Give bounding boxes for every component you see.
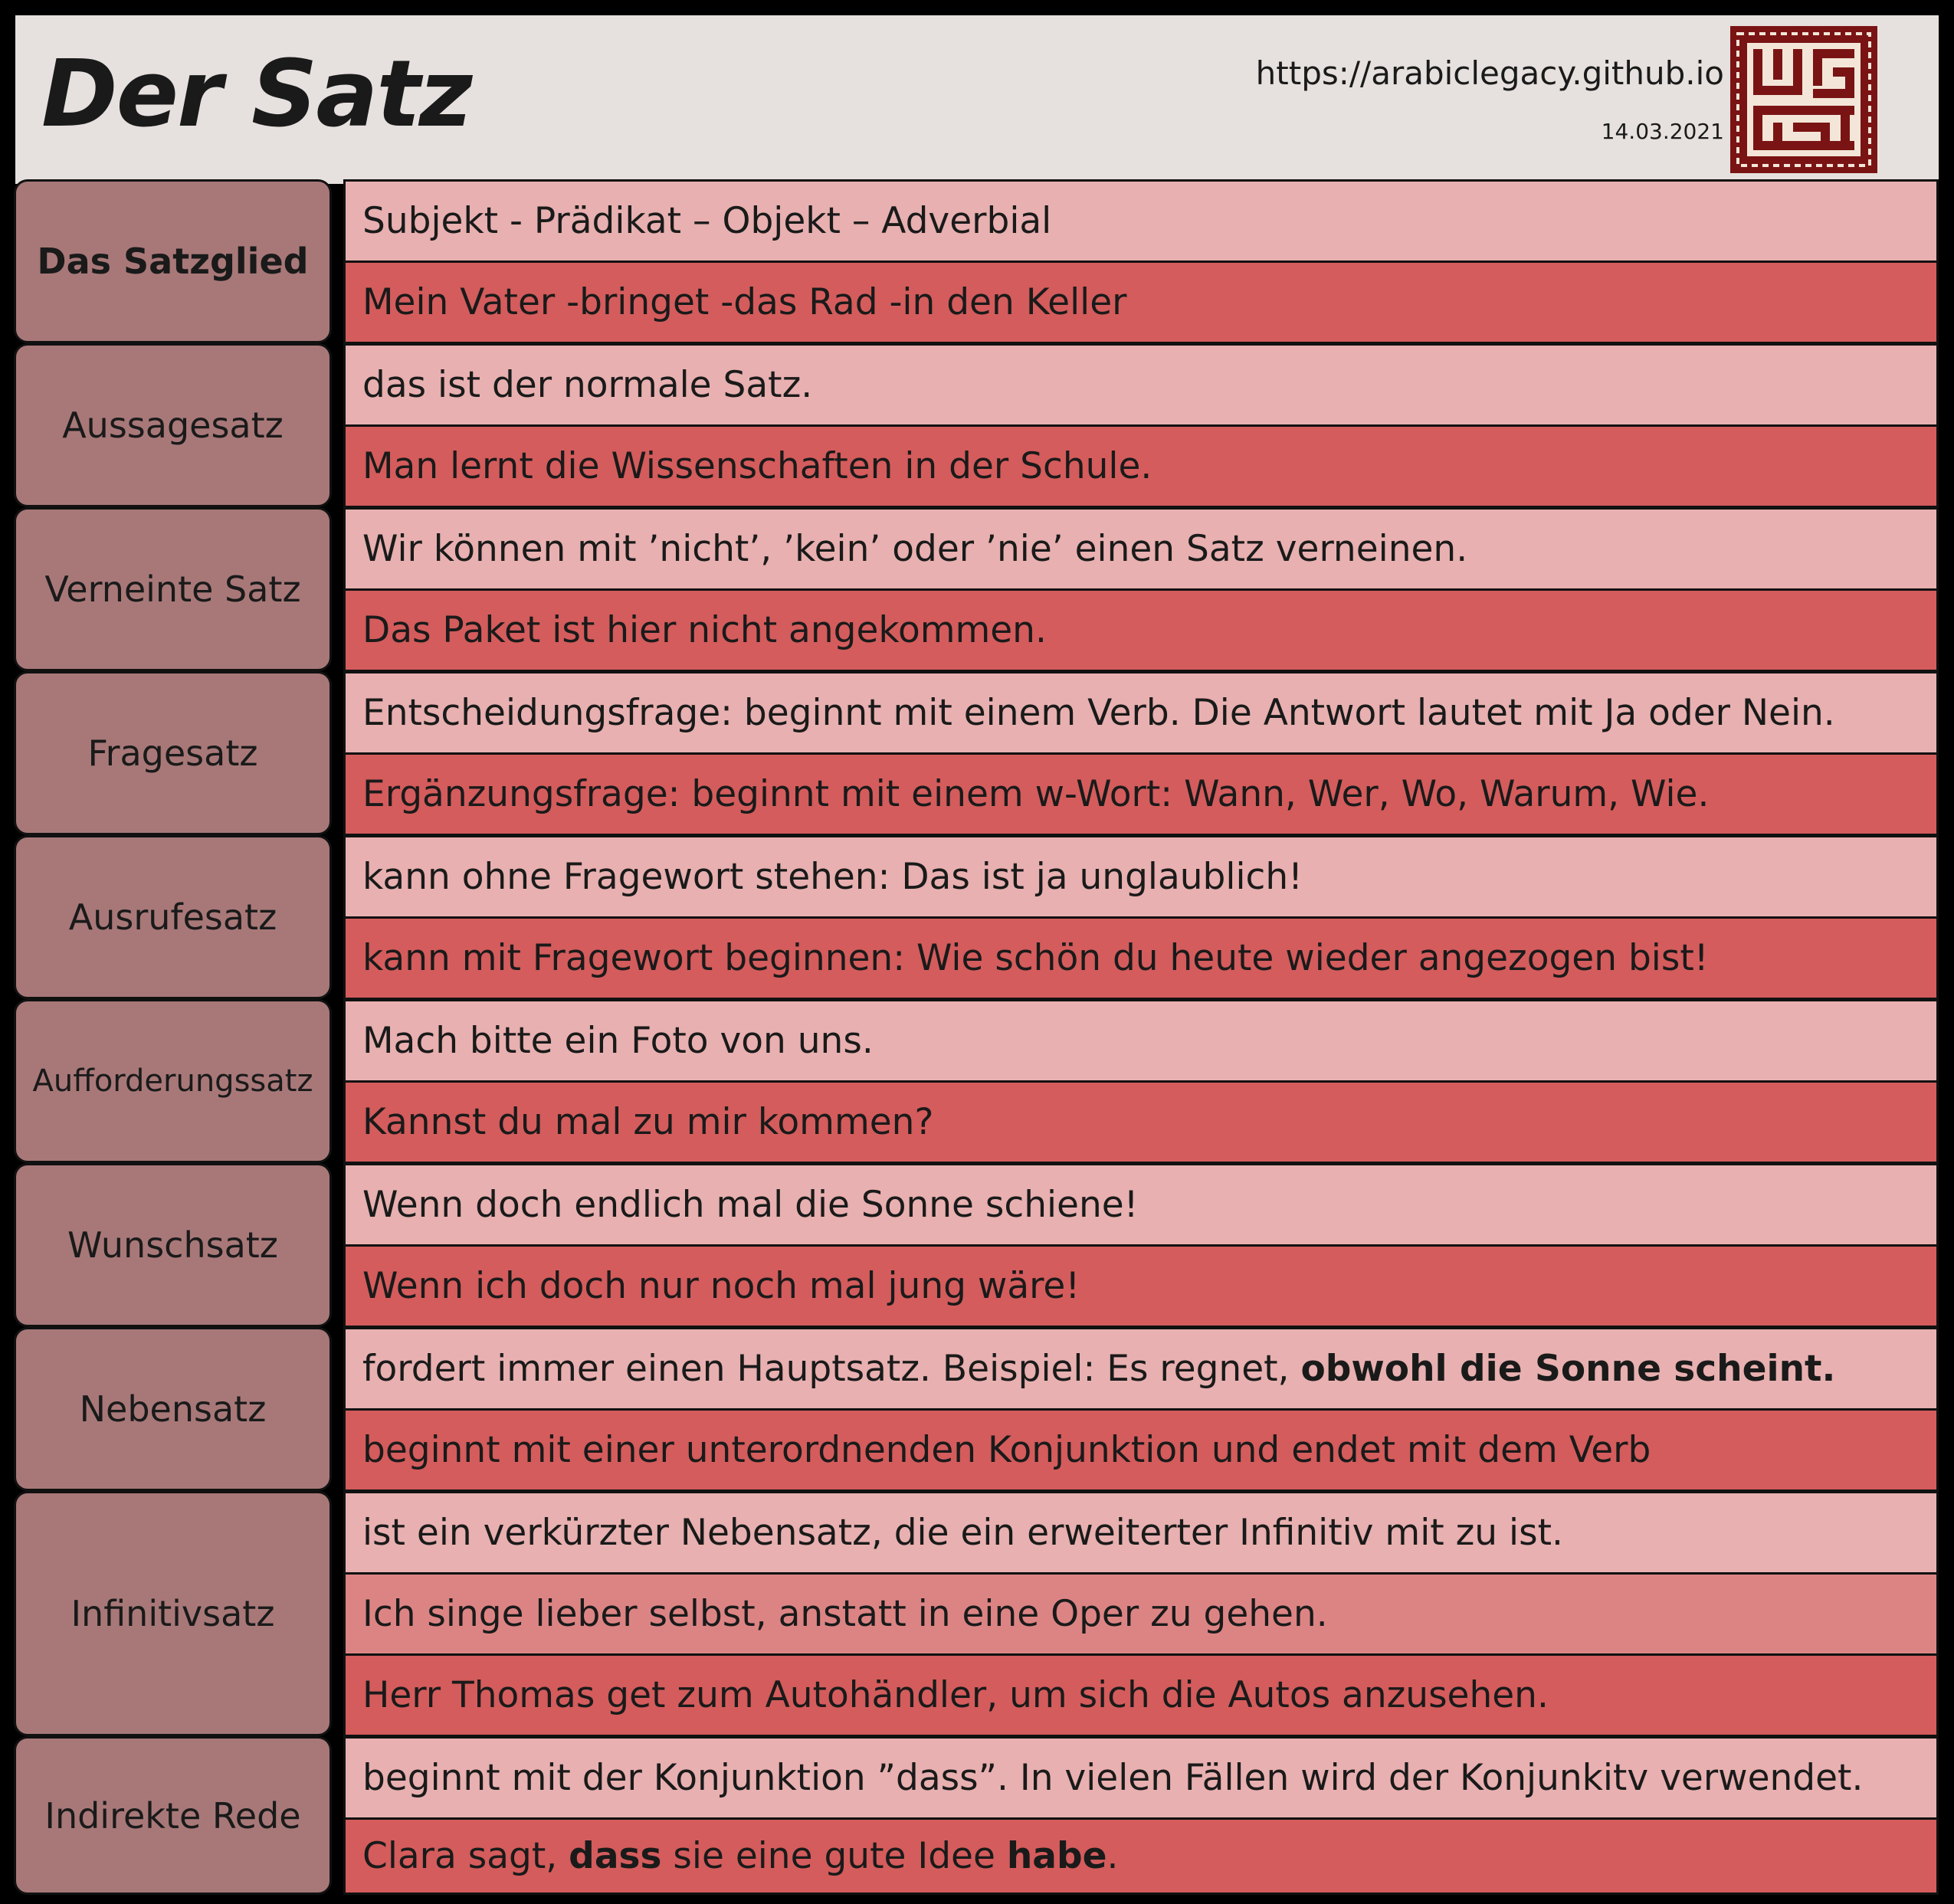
row-cell: beginnt mit der Konjunktion ”dass”. In vielen Fällen wird der Konjunkitv verwendet. (343, 1736, 1939, 1820)
row-cell: kann ohne Fragewort stehen: Das ist ja unglaublich! (343, 835, 1939, 919)
row-label-aussagesatz: Aussagesatz (14, 343, 332, 507)
row-label-fragesatz: Fragesatz (14, 671, 332, 835)
row-label-indirekte-rede: Indirekte Rede (14, 1736, 332, 1895)
source-url[interactable]: https://arabiclegacy.github.io (1255, 54, 1724, 92)
header (15, 15, 1939, 184)
cell-text: Clara sagt, (362, 1835, 569, 1877)
row-cell: ist ein verkürzter Nebensatz, die ein erweiterter Infinitiv mit zu ist. (343, 1491, 1939, 1575)
logo-icon (1730, 26, 1877, 173)
row-cell: Wenn doch endlich mal die Sonne schiene! (343, 1163, 1939, 1247)
row-cell: Mein Vater -bringet -das Rad -in den Keller (343, 261, 1939, 344)
row-label-wunschsatz: Wunschsatz (14, 1163, 332, 1327)
cell-text: . (1107, 1835, 1119, 1877)
row-label-nebensatz: Nebensatz (14, 1327, 332, 1491)
row-cell: beginnt mit einer unterordnenden Konjunktion und endet mit dem Verb (343, 1408, 1939, 1492)
row-label-verneinte-satz: Verneinte Satz (14, 507, 332, 671)
row-cell: Wenn ich doch nur noch mal jung wäre! (343, 1244, 1939, 1328)
row-cell: kann mit Fragewort beginnen: Wie schön du heute wieder angezogen bist! (343, 916, 1939, 1000)
row-cell: Kannst du mal zu mir kommen? (343, 1080, 1939, 1164)
cell-text-bold: dass (569, 1835, 662, 1877)
row-cell: Das Paket ist hier nicht angekommen. (343, 588, 1939, 672)
page (9, 9, 1945, 1895)
date-label: 14.03.2021 (1601, 119, 1724, 144)
row-label-ausrufesatz: Ausrufesatz (14, 835, 332, 999)
row-cell: Mach bitte ein Foto von uns. (343, 999, 1939, 1083)
row-label-infinitivsatz: Infinitivsatz (14, 1491, 332, 1736)
row-label-satzglied: Das Satzglied (14, 179, 332, 343)
row-cell: Ich singe lieber selbst, anstatt in eine Oper zu gehen. (343, 1572, 1939, 1656)
row-cell: Herr Thomas get zum Autohändler, um sich die Autos anzusehen. (343, 1653, 1939, 1737)
row-cell: Subjekt - Prädikat – Objekt – Adverbial (343, 179, 1939, 263)
cell-text-bold: obwohl die Sonne scheint. (1300, 1348, 1836, 1390)
row-cell: Ergänzungsfrage: beginnt mit einem w-Wort: Wann, Wer, Wo, Warum, Wie. (343, 752, 1939, 836)
row-cell (343, 1327, 1939, 1411)
row-cell: Wir können mit ’nicht’, ’kein’ oder ’nie’ einen Satz verneinen. (343, 507, 1939, 591)
row-cell (343, 1817, 1939, 1895)
row-cell: Man lernt die Wissenschaften in der Schule. (343, 424, 1939, 508)
cell-text: sie eine gute Idee (661, 1835, 1007, 1877)
row-label-aufforderungssatz: Aufforderungssatz (14, 999, 332, 1163)
cell-text: fordert immer einen Hauptsatz. Beispiel: Es regnet, (362, 1348, 1301, 1390)
cell-text-bold: habe (1006, 1835, 1107, 1877)
page-title: Der Satz (41, 41, 471, 148)
row-cell: das ist der normale Satz. (343, 343, 1939, 427)
row-cell: Entscheidungsfrage: beginnt mit einem Verb. Die Antwort lautet mit Ja oder Nein. (343, 671, 1939, 755)
